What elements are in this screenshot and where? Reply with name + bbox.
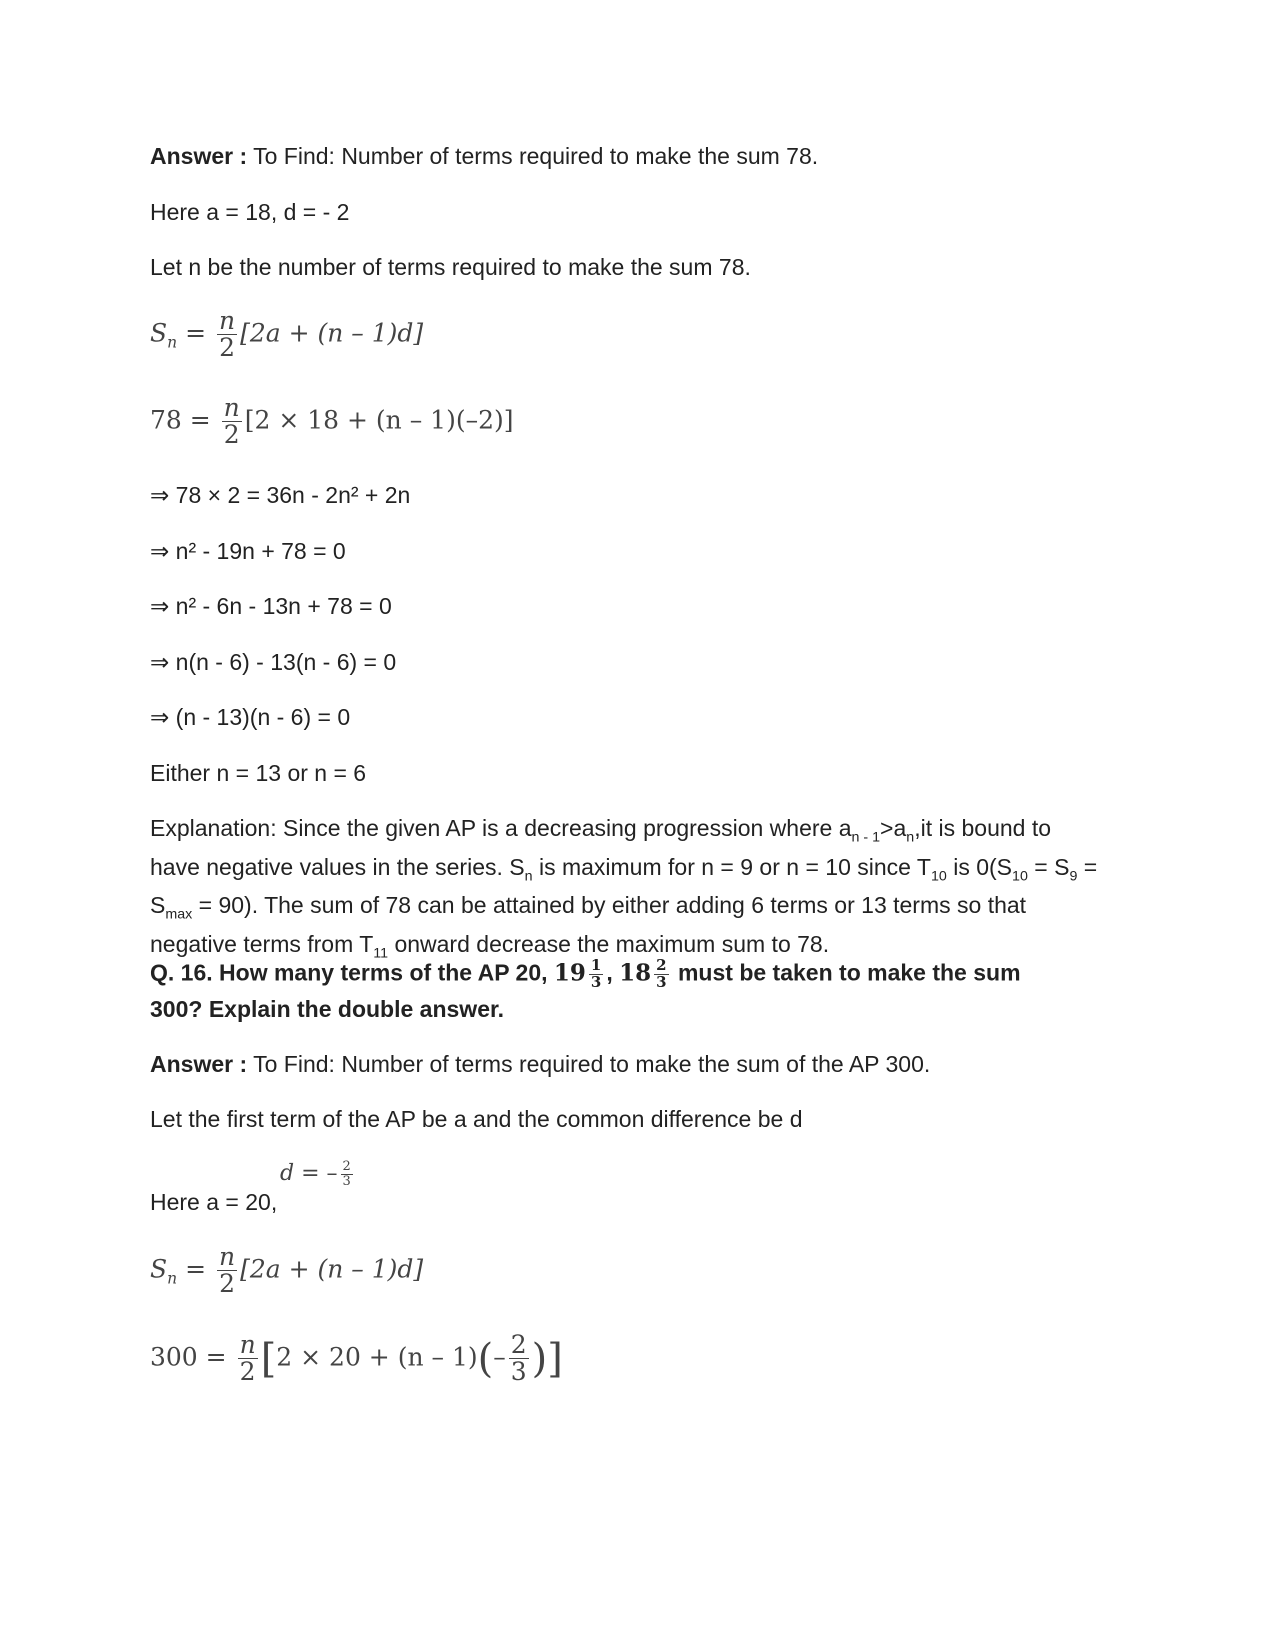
answer-2-text: To Find: Number of terms required to make the sum of the AP 300. [247, 1051, 931, 1077]
sum-formula-2: $S_n$ = $\frac{n}{2}$ [2a + (n – 1)d] [150, 1242, 424, 1299]
question-16-line-2: 300? Explain the double answer. [150, 996, 505, 1022]
answer-1-line [150, 143, 818, 170]
step-3: ⇒ n² - 6n - 13n + 78 = 0 [150, 593, 392, 619]
fraction-two-thirds: $\frac{2}{3}$ [510, 1330, 527, 1387]
sum-substitution-2: 300 = $\frac{n}{2}$ [2 × 20 + (n – 1)(– $\frac{2}{3}$ )] [150, 1330, 563, 1387]
given-values-2: Here a = 20, [150, 1189, 278, 1215]
sum-substitution-1: 78 = $\frac{n}{2}$ [2 × 18 + (n – 1)(–2)] [150, 393, 514, 450]
answer-label: Answer : [150, 143, 248, 169]
common-difference-expr: d = – $\frac{2}{3}$ [280, 1159, 351, 1189]
fraction-two-thirds: $\frac{2}{3}$ [656, 956, 667, 991]
fraction-n-over-2: $\frac{n}{2}$ [239, 1330, 256, 1387]
sum-formula-1: $S_n$ = $\frac{n}{2}$ [2a + (n – 1)d] [150, 306, 424, 363]
step-1: ⇒ 78 × 2 = 36n - 2n² + 2n [150, 482, 411, 508]
question-16-line-1: Q. 16. How many terms of the AP 20, 19 $\frac{1}{3}$ , 18 $\frac{2}{3}$ must be taken to make the sum [150, 956, 1021, 991]
fraction-n-over-2: $\frac{n}{2}$ [218, 306, 236, 363]
let-statement-1: Let n be the number of terms required to make the sum 78. [150, 254, 751, 280]
answer-label: Answer : [150, 1051, 248, 1077]
step-4: ⇒ n(n - 6) - 13(n - 6) = 0 [150, 649, 397, 675]
explanation-paragraph: Explanation: Since the given AP is a decreasing progression where $a_{n - 1}>a_n,it$ is bound to have negative values in the series. $S_n$ is maximum for n = 9 or n = 10 since $T_{10}$ is $0(S_{10} = S_9 = S_{max} = 90)$. The sum of 78 can be attained by either adding 6 terms or 13 terms so that negative terms from $T_{11}$ onward decrease the maximum sum to 78. [150, 815, 1098, 962]
answer-2-line [150, 1051, 930, 1078]
fraction-n-over-2: $\frac{n}{2}$ [223, 393, 240, 450]
fraction-n-over-2: $\frac{n}{2}$ [218, 1242, 236, 1299]
fraction-one-third: $\frac{1}{3}$ [590, 956, 602, 991]
given-values-1: Here a = 18, d = - 2 [150, 199, 350, 225]
answer-1-text: To Find: Number of terms required to make the sum 78. [247, 143, 819, 169]
step-5: ⇒ (n - 13)(n - 6) = 0 [150, 704, 351, 730]
let-statement-2: Let the first term of the AP be a and the common difference be d [150, 1106, 803, 1132]
step-2: ⇒ n² - 19n + 78 = 0 [150, 538, 346, 564]
step-6: Either n = 13 or n = 6 [150, 760, 367, 786]
